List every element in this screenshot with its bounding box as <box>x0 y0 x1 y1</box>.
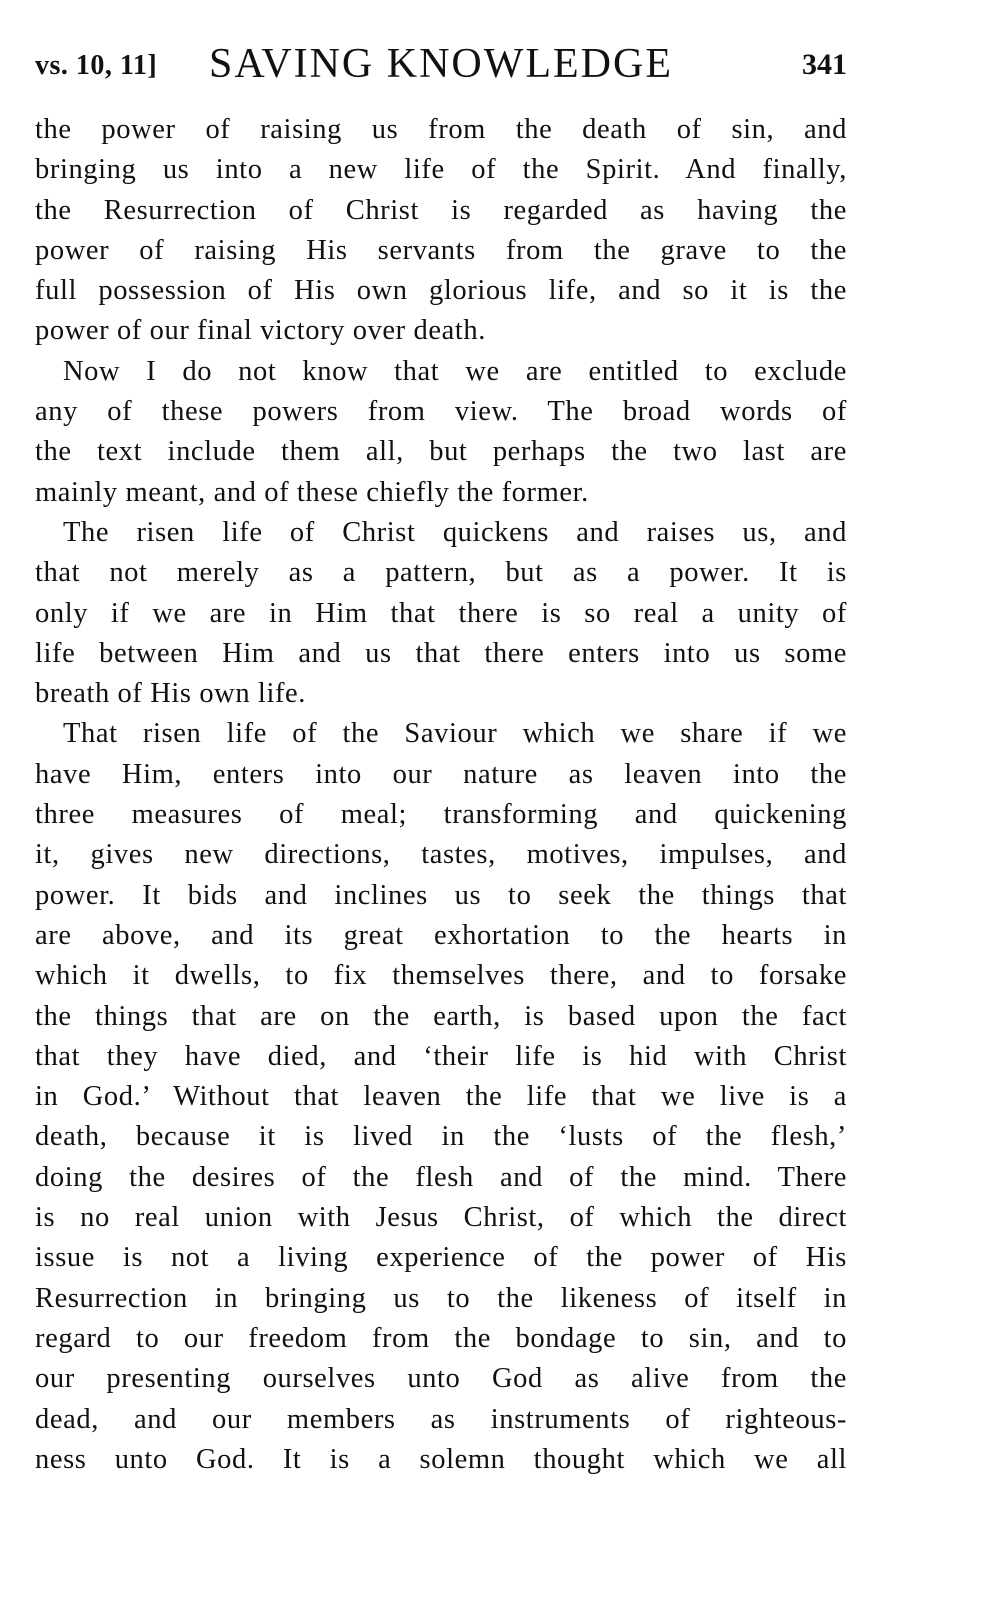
text-line: that not merely as a pattern, but as a power. It is <box>35 557 847 589</box>
text-line: Resurrection in bringing us to the likeness of itself in <box>35 1282 847 1314</box>
text-line: breath of His own life. <box>35 678 307 710</box>
text-line: The risen life of Christ quickens and raises us, and <box>63 516 847 548</box>
text-line: power of raising His servants from the grave to the <box>35 234 847 266</box>
text-line: which it dwells, to fix themselves there, and to forsake <box>35 960 847 992</box>
text-line: it, gives new directions, tastes, motives, impulses, and <box>35 839 847 871</box>
text-line: Now I do not know that we are entitled to exclude <box>63 355 847 387</box>
body-text <box>35 110 847 1480</box>
text-line: power of our final victory over death. <box>35 315 486 347</box>
running-title: SAVING KNOWLEDGE <box>208 41 674 87</box>
text-line: full possession of His own glorious life, and so it is the <box>35 275 847 307</box>
text-line: bringing us into a new life of the Spirit. And finally, <box>35 154 847 186</box>
text-line: the text include them all, but perhaps the two last are <box>35 436 847 468</box>
text-line: death, because it is lived in the ‘lusts of the flesh,’ <box>35 1121 847 1153</box>
text-line: our presenting ourselves unto God as alive from the <box>35 1363 847 1395</box>
text-line: in God.’ Without that leaven the life that we live is a <box>35 1081 847 1113</box>
text-line: only if we are in Him that there is so real a unity of <box>35 597 847 629</box>
text-line: mainly meant, and of these chiefly the former. <box>35 476 589 508</box>
text-line: That risen life of the Saviour which we share if we <box>63 718 847 750</box>
text-line: power. It bids and inclines us to seek the things that <box>35 879 847 911</box>
text-line: issue is not a living experience of the power of His <box>35 1242 847 1274</box>
text-line: dead, and our members as instruments of righteous- <box>35 1403 847 1435</box>
verse-reference: vs. 10, 11] <box>35 50 158 81</box>
text-line: doing the desires of the flesh and of the mind. There <box>35 1161 847 1193</box>
text-line: the things that are on the earth, is based upon the fact <box>35 1000 847 1032</box>
text-line: regard to our freedom from the bondage to sin, and to <box>35 1322 847 1354</box>
text-line: three measures of meal; transforming and quickening <box>35 799 847 831</box>
text-line: any of these powers from view. The broad words of <box>35 396 847 428</box>
text-line: is no real union with Jesus Christ, of which the direct <box>35 1202 847 1234</box>
text-line: are above, and its great exhortation to the hearts in <box>35 919 847 951</box>
page-number: 341 <box>802 48 847 81</box>
text-line: the Resurrection of Christ is regarded as having the <box>35 194 847 226</box>
book-page <box>35 40 847 1475</box>
text-line: that they have died, and ‘their life is hid with Christ <box>35 1040 847 1072</box>
text-line: life between Him and us that there enters into us some <box>35 637 847 669</box>
text-line: have Him, enters into our nature as leaven into the <box>35 758 847 790</box>
running-header <box>35 40 847 96</box>
text-line: the power of raising us from the death of sin, and <box>35 114 847 145</box>
text-line: ness unto God. It is a solemn thought which we all <box>35 1443 847 1475</box>
